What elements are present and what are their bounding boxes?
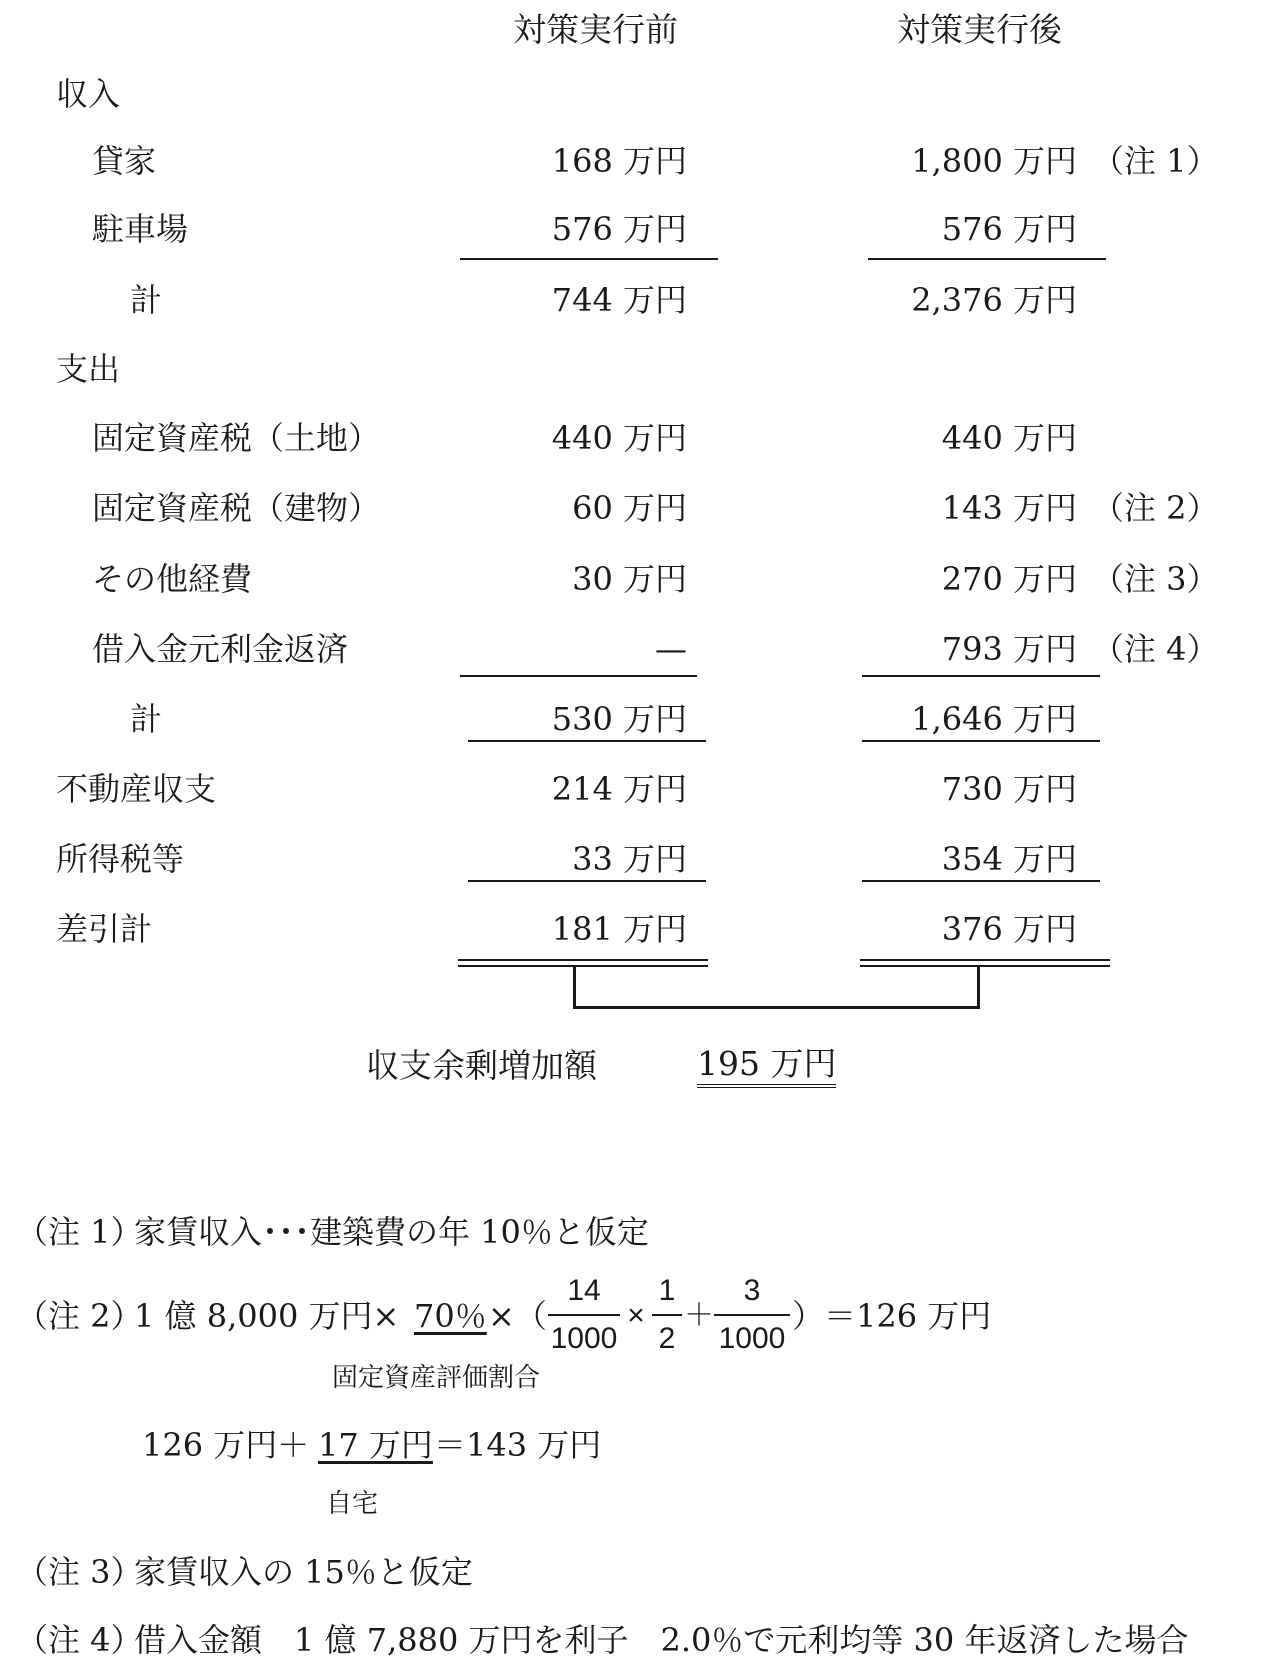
expense-total-rule-before xyxy=(468,740,706,742)
value-before-land-tax: 440 万円 xyxy=(551,419,687,457)
column-header-before: 対策実行前 xyxy=(513,10,678,49)
income-total-after: 2,376 万円 xyxy=(911,281,1077,319)
income-subtotal-rule-before xyxy=(460,258,718,260)
expense-total-rule-after xyxy=(862,740,1100,742)
note-3-tag: （注 3） xyxy=(16,1553,143,1591)
note-3-text: 家賃収入の 15％と仮定 xyxy=(134,1553,473,1591)
fraction-2-bar xyxy=(652,1314,682,1316)
row-label-income-tax: 所得税等 xyxy=(56,840,185,878)
value-before-loan-repayment: — xyxy=(655,630,687,668)
income-total-before: 744 万円 xyxy=(551,281,687,319)
value-after-land-tax: 440 万円 xyxy=(941,419,1077,457)
note-2-line2-caption: 自宅 xyxy=(326,1489,379,1519)
row-label-building-tax: 固定資産税（建物） xyxy=(92,489,381,527)
expense-total-before: 530 万円 xyxy=(551,700,687,738)
value-after-building-tax: 143 万円 xyxy=(941,489,1077,527)
tax-rule-after xyxy=(862,880,1100,882)
value-after-other-expenses: 270 万円 xyxy=(941,560,1077,598)
fraction-2-denominator: 2 xyxy=(658,1322,676,1355)
fraction-3-denominator: 1000 xyxy=(718,1322,786,1355)
fraction-1-numerator: 14 xyxy=(567,1274,601,1307)
note-ref-4: （注 4） xyxy=(1092,630,1219,668)
increase-value: 195 万円 xyxy=(697,1046,836,1088)
value-after-loan-repayment: 793 万円 xyxy=(941,630,1077,668)
row-label-net-total: 差引計 xyxy=(56,910,153,948)
section-title-expense: 支出 xyxy=(56,350,121,388)
note-2-close-result: ）＝126 万円 xyxy=(792,1297,992,1335)
value-before-parking: 576 万円 xyxy=(551,210,687,248)
row-label-parking: 駐車場 xyxy=(92,210,189,248)
value-before-rental-house: 168 万円 xyxy=(551,142,687,180)
value-before-net-total: 181 万円 xyxy=(551,910,687,948)
note-1-text: 家賃収入･･･建築費の年 10％と仮定 xyxy=(134,1213,649,1251)
comparison-bracket xyxy=(573,966,980,1009)
value-after-income-tax: 354 万円 xyxy=(941,840,1077,878)
value-before-real-estate-balance: 214 万円 xyxy=(551,770,687,808)
fraction-1-bar xyxy=(548,1314,620,1316)
note-2-ratio: 70％ xyxy=(414,1297,487,1335)
note-4-text: 借入金額 1 億 7,880 万円を利子 2.0％で元利均等 30 年返済した場合 xyxy=(134,1621,1189,1659)
row-label-land-tax: 固定資産税（土地） xyxy=(92,419,381,457)
value-before-building-tax: 60 万円 xyxy=(572,489,687,527)
note-1-tag: （注 1） xyxy=(16,1213,143,1251)
note-2-tag: （注 2） xyxy=(16,1297,143,1335)
fraction-3-numerator: 3 xyxy=(743,1274,761,1307)
note-2-line2-b: 17 万円 xyxy=(318,1426,433,1464)
section-title-income: 収入 xyxy=(56,75,121,113)
column-header-after: 対策実行後 xyxy=(897,10,1062,49)
row-label-loan-repayment: 借入金元利金返済 xyxy=(92,630,349,668)
fraction-2-numerator: 1 xyxy=(658,1274,676,1307)
increase-label: 収支余剰増加額 xyxy=(366,1046,597,1085)
value-before-income-tax: 33 万円 xyxy=(572,840,687,878)
expense-total-label: 計 xyxy=(130,700,163,738)
income-total-label: 計 xyxy=(130,281,163,319)
note-ref-2: （注 2） xyxy=(1092,489,1219,527)
row-label-rental-house: 貸家 xyxy=(92,142,157,180)
value-after-parking: 576 万円 xyxy=(941,210,1077,248)
note-4-tag: （注 4） xyxy=(16,1621,143,1659)
value-after-real-estate-balance: 730 万円 xyxy=(941,770,1077,808)
value-after-net-total: 376 万円 xyxy=(941,910,1077,948)
note-2-open: ×（ xyxy=(488,1297,547,1335)
plus-symbol: ＋ xyxy=(684,1299,714,1332)
row-label-other-expenses: その他経費 xyxy=(92,560,253,598)
fraction-3-bar xyxy=(714,1314,790,1316)
note-ref-1: （注 1） xyxy=(1092,142,1219,180)
expense-total-after: 1,646 万円 xyxy=(911,700,1077,738)
row-label-real-estate-balance: 不動産収支 xyxy=(56,770,217,808)
value-after-rental-house: 1,800 万円 xyxy=(911,142,1077,180)
note-ref-3: （注 3） xyxy=(1092,560,1219,598)
tax-rule-before xyxy=(468,880,706,882)
income-subtotal-rule-after xyxy=(868,258,1106,260)
note-2-prefix: 1 億 8,000 万円× xyxy=(134,1297,400,1335)
note-2-line2-c: ＝143 万円 xyxy=(434,1426,602,1464)
fraction-1-denominator: 1000 xyxy=(550,1322,618,1355)
note-2-line2-a: 126 万円＋ xyxy=(142,1426,310,1464)
value-before-other-expenses: 30 万円 xyxy=(572,560,687,598)
expense-subtotal-rule-after xyxy=(862,675,1100,677)
expense-subtotal-rule-before xyxy=(460,675,697,677)
note-2-ratio-caption: 固定資産評価割合 xyxy=(332,1363,541,1393)
times-symbol: × xyxy=(627,1299,645,1332)
